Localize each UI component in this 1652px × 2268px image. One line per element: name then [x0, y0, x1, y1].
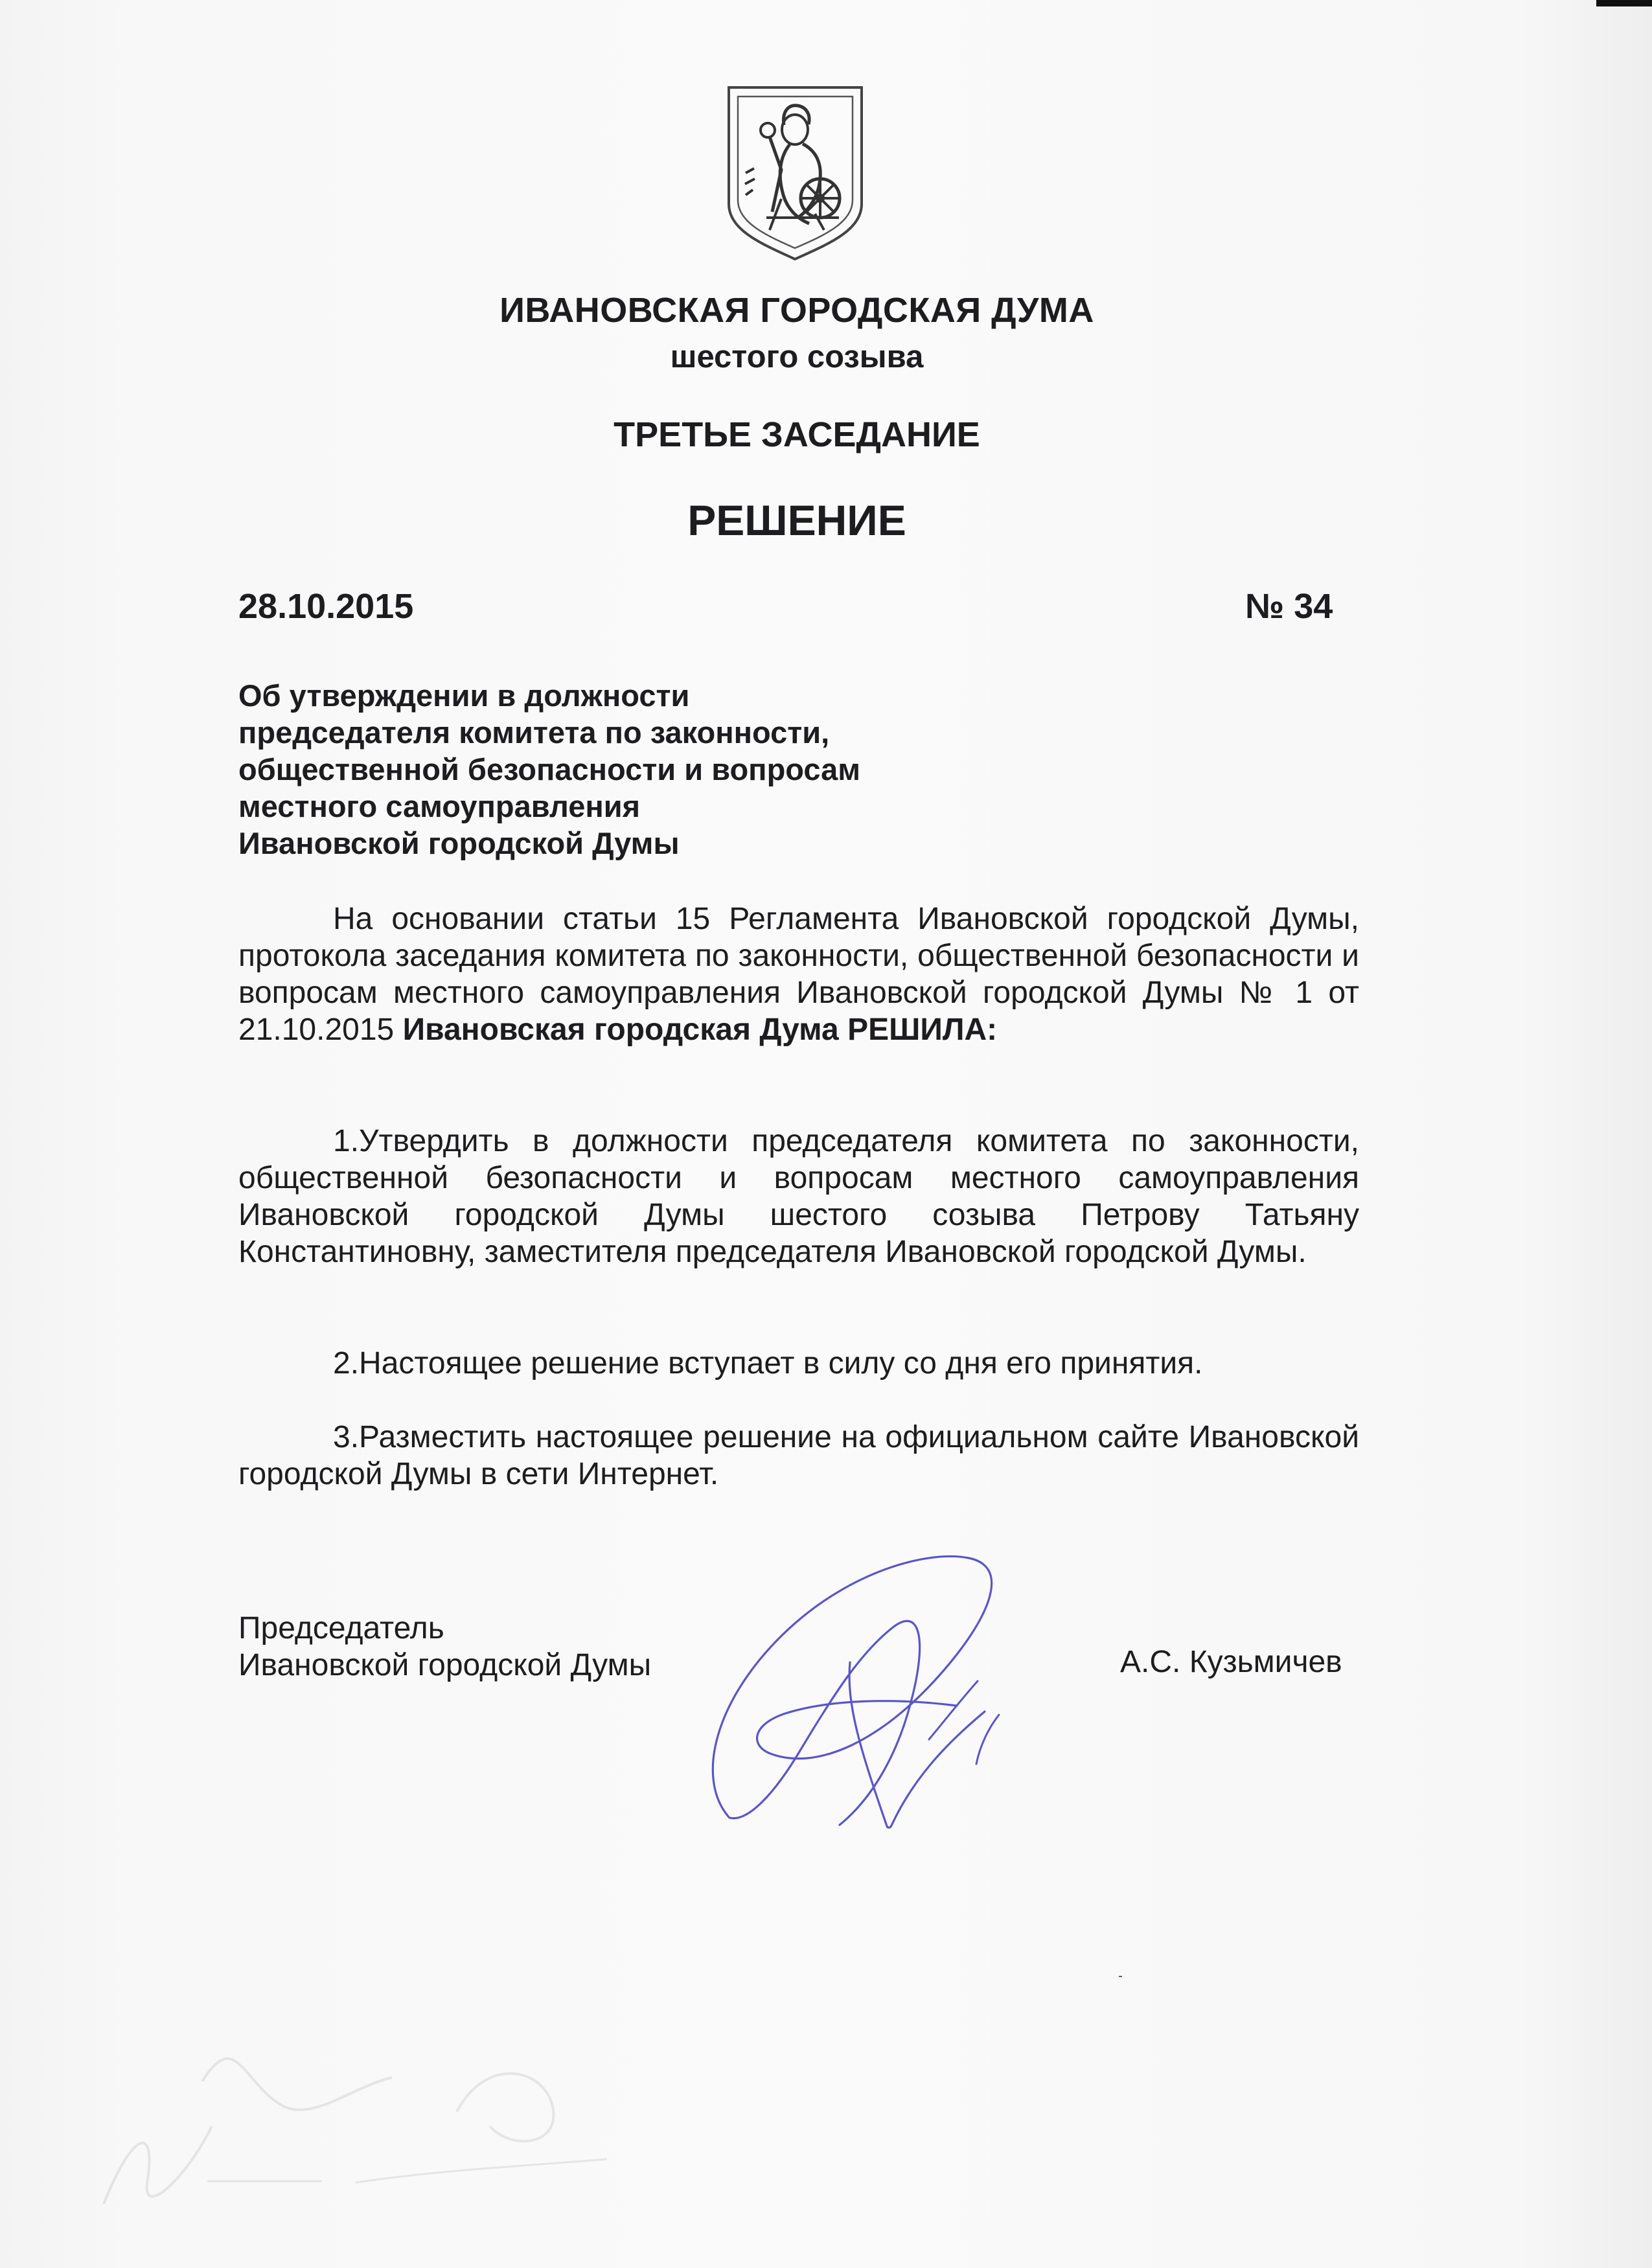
- convocation-subtitle: шестого созыва: [670, 339, 924, 374]
- session-title: ТРЕТЬЕ ЗАСЕДАНИЕ: [614, 415, 980, 454]
- faint-bleed-through-marks: [75, 1963, 671, 2241]
- subject-line: местного самоуправления: [238, 789, 641, 823]
- document-type-title: РЕШЕНИЕ: [687, 496, 906, 544]
- basis-text: На основании статьи 15 Регламента Ивановской городской Думы, протокола заседания комитета по законности, общественной безопасности и вопросам местного самоуправления Ивановской городской Думы № 1 от 21.10.2015: [238, 902, 1359, 1047]
- document-subject: [238, 677, 951, 862]
- signatory-name: А.С. Кузьмичев: [1120, 1645, 1342, 1679]
- signatory-title: [238, 1610, 651, 1684]
- basis-paragraph: [238, 900, 1359, 1048]
- document-number: № 34: [1245, 587, 1333, 626]
- decision-point-1: 1.Утвердить в должности председателя комитета по законности, общественной безопасности и вопросам местного самоуправления Ивановской городской Думы шестого созыва Петрову Татьяну Константиновну, заместителя председателя Ивановской городской Думы.: [238, 1124, 1359, 1269]
- scan-edge-mark: [1596, 0, 1652, 6]
- scan-speck: [1119, 1976, 1122, 1977]
- organization-title: ИВАНОВСКАЯ ГОРОДСКАЯ ДУМА: [499, 291, 1094, 330]
- decision-point-3: 3.Разместить настоящее решение на официальном сайте Ивановской городской Думы в сети Интернет.: [238, 1420, 1359, 1491]
- signatory-title-line: Ивановской городской Думы: [238, 1648, 652, 1682]
- signatory-title-line: Председатель: [238, 1611, 444, 1645]
- city-coat-of-arms-icon: [722, 81, 868, 266]
- handwritten-signature: [680, 1545, 1043, 1843]
- subject-line: общественной безопасности и вопросам: [238, 752, 860, 786]
- subject-line: председателя комитета по законности,: [238, 715, 830, 750]
- basis-bold-decision: Ивановская городская Дума РЕШИЛА:: [402, 1013, 998, 1047]
- decision-point-2: 2.Настоящее решение вступает в силу со дня его принятия.: [333, 1346, 1203, 1380]
- document-date: 28.10.2015: [238, 587, 414, 626]
- subject-line: Об утверждении в должности: [238, 678, 690, 713]
- subject-line: Ивановской городской Думы: [238, 826, 680, 860]
